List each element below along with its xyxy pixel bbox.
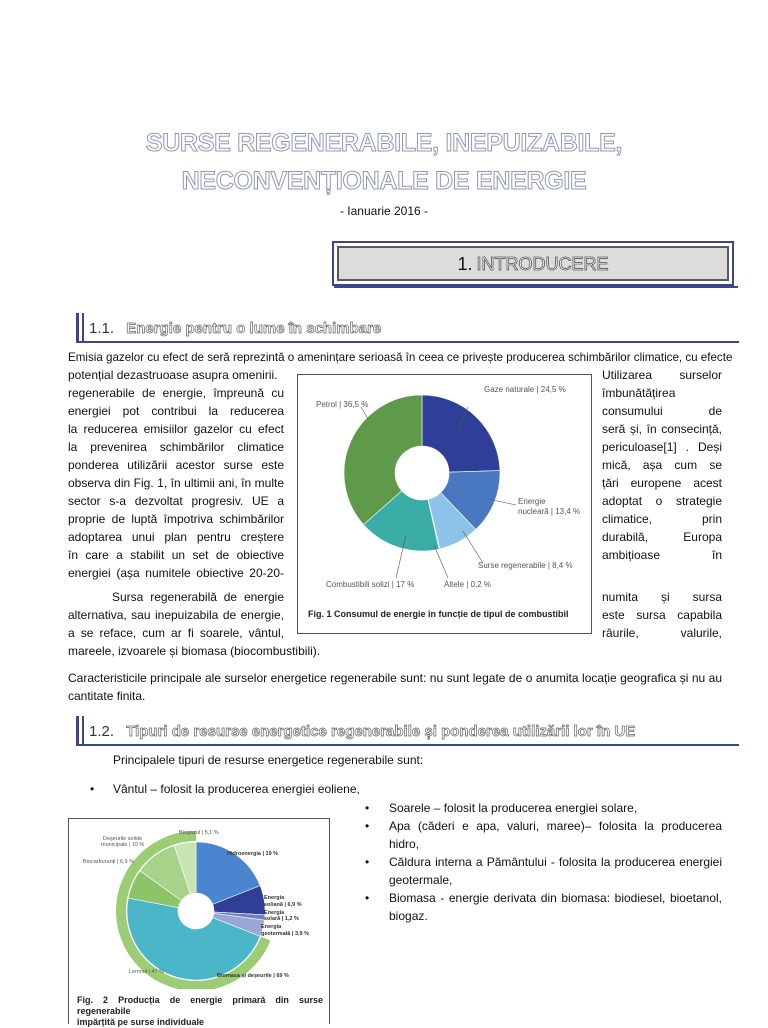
section-1-1-heading [76,313,739,343]
text-line: numita și sursa [602,590,722,604]
text-line: observa din Fig. 1, în ultimii ani, în multe [68,476,284,490]
text-line: energiei (așa numitele obiective 20-20- [68,566,284,580]
fig2-caption-line2: împărțită pe surse individuale [77,1017,205,1027]
text-line: în care a stabilit un set de obiective [68,548,284,562]
text-line: seră și, în consecință, [602,422,722,436]
heading-label: INTRODUCERE [476,254,609,274]
fig1-label-nucleara-2: nucleară | 13,4 % [518,507,581,516]
document-title-line2: NECONVENȚIONALE DE ENERGIE [181,167,587,195]
text-line: regenerabile de energie, împreună cu [68,386,284,400]
text-line: proprie de luptă împotriva schimbărilor [68,512,284,526]
fig2-label-sol-1: Energia [264,910,285,916]
text-line: adoptarea unui plan pentru creștere [68,530,284,544]
fig1-label-regenerabile: Surse regenerabile | 8,4 % [478,561,573,570]
fig1-label-gaze: Gaze naturale | 24,5 % [484,385,566,394]
fig2-label-eol-2: eoliană | 6,9 % [264,902,302,908]
fig1-label-petrol: Petrol | 36,5 % [316,400,369,409]
intro-left-column-2 [68,588,321,660]
fig2-label-deseuri-1: Deșeurile solide [103,836,143,842]
text-line: periculoase[1] . Deși [602,440,722,454]
text-line: este sursa capabila [602,608,722,622]
bullet-symbol: • [365,855,370,869]
text-line: la prevenirea schimbărilor climatice [68,440,284,454]
bullet-biomasa-cont: biogaz. [389,909,428,923]
fig1-label-altele: Altele | 0,2 % [444,580,491,589]
heading-underline [334,286,738,288]
section-number: 1.2. [89,723,115,740]
section-label: Tipuri de resurse energetice regenerabile și ponderea utilizării lor în UE [126,723,636,740]
fig2-label-deseuri-2: municipale | 10 % [101,842,145,848]
intro-right-column-2 [602,588,722,642]
text-line: cantitate finita. [68,689,146,703]
fig2-label-sol-2: solară | 1,2 % [264,916,299,922]
text-line: la reducerea emisiilor gazelor cu efect [68,422,284,436]
document-title-line1: SURSE REGENERABILE, INEPUIZABILE, [145,129,623,157]
fig1-label-nucleara-1: Energie [518,497,546,506]
bullet-apa: Apa (căderi e apa, valuri, maree)– folosita la producerea [389,819,722,833]
figure-1 [297,374,592,634]
text-line: durabilă, Europa [602,530,722,544]
bullet-caldura: Căldura interna a Pământului - folosita la producerea energiei [389,855,722,869]
fig2-label-geo-2: geotermală | 3,9 % [261,931,310,937]
text-line: adoptat o strategie [602,494,722,508]
text-line: alternativa, sau inepuizabila de energie, [68,608,284,622]
fig1-caption: Fig. 1 Consumul de energie în funcție de tipul de combustibil [308,609,569,619]
section-1-2-heading [76,716,739,746]
types-intro: Principalele tipuri de resurse energetice regenerabile sunt: [113,753,424,767]
heading-number: 1. [457,254,473,274]
document-date: - Ianuarie 2016 - [339,204,429,218]
text-line: îmbunătățirea [602,386,676,400]
intro-line: Emisia gazelor cu efect de seră reprezintă o amenințare serioasă în ceea ce privește producerea schimbărilor climatice, cu efecte [68,351,733,364]
bullet-symbol: • [365,801,370,815]
text-line: climatice, prin [602,512,722,526]
intro-left-column [68,366,284,582]
bullet-symbol: • [90,782,95,796]
text-line: Sursa regenerabilă de energie [112,590,284,604]
text-line: ponderea utilizării acestor surse este [68,458,284,472]
bullet-caldura-cont: geotermale, [389,873,453,887]
fig2-label-lemn: Lemnul | 47 % [129,969,165,975]
text-line: râurile, valurile, [602,626,722,640]
bullet-biomasa: Biomasa - energie derivata din biomasa: biodiesel, bioetanol, [389,891,722,905]
section-label: Energie pentru o lume în schimbare [126,320,382,337]
text-line: energiei pot contribui la reducerea [68,404,284,418]
fig2-hole [178,893,214,929]
bullet-apa-cont: hidro, [389,837,420,851]
text-line: Caracteristicile principale ale surselor energetice regenerabile sunt: nu sunt legate de o anumita locație geografica și nu au [68,671,722,685]
section-number: 1.1. [89,320,115,337]
fig2-label-geo-1: Energia [261,924,282,930]
bullet-vant: Vântul – folosit la producerea energiei eoliene, [113,782,360,796]
fig2-label-hidro: Hidroenergia | 19 % [227,851,279,857]
intro-right-column [602,366,722,564]
paragraph-caracteristici [68,669,722,705]
bullet-symbol: • [365,819,370,833]
fig2-label-biocarb: Biocarburanți | 6,9 % [83,859,134,865]
fig2-label-biogaz: Biogazul | 5,1 % [179,830,219,836]
text-line: mareele, izvoarele și biomasa (biocombustibili). [68,644,321,658]
fig2-donut-chart [69,819,329,989]
bullet-soarele: Soarele – folosit la producerea energiei solare, [389,801,638,815]
fig2-label-eol-1: Energia [264,895,285,901]
fig2-caption-line1: Fig. 2 Producția de energie primară din surse regenerabile [77,995,323,1016]
bullet-symbol: • [365,891,370,905]
text-line: potențial dezastruoase asupra omenirii. [68,368,278,382]
text-line: mică, așa cum se [602,458,722,472]
text-line: ambițioase în [602,548,722,562]
fig1-label-solizi: Combustibili solizi | 17 % [326,580,415,589]
heading-introducere-box [332,241,734,286]
figure-2 [68,818,330,1027]
fig2-label-biomasa: Biomasa și deșeurile | 69 % [217,973,289,979]
text-line: a se reface, cum ar fi soarele, vântul, [68,626,284,640]
text-line: țări europene acest [602,476,722,490]
fig1-hole [395,446,449,500]
types-bullet-list [365,799,722,925]
text-line: consumului de [602,404,722,418]
fig2-caption [77,995,323,1028]
text-line: Utilizarea surselor [602,368,722,382]
text-line: sector s-a dezvoltat progresiv. UE a [68,494,284,508]
fig1-donut-chart [298,375,591,633]
